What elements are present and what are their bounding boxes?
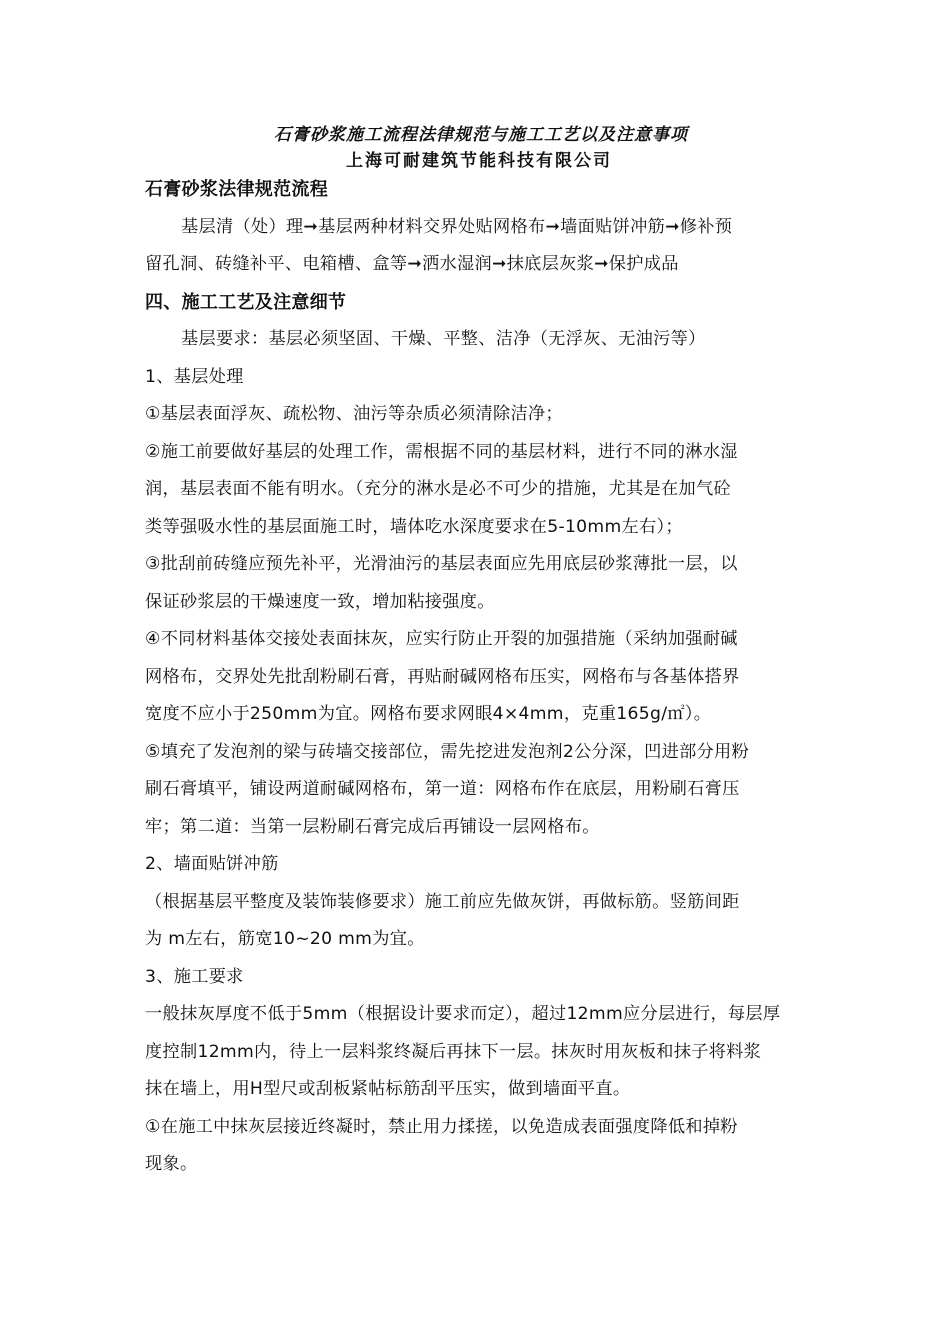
paragraph-line: 抹在墙上，用H型尺或刮板紧帖标筋刮平压实，做到墙面平直。	[145, 1079, 631, 1099]
paragraph-line: 2、墙面贴饼冲筋	[145, 854, 279, 874]
paragraph-line: 为 m左右，筋宽10~20 mm为宜。	[145, 929, 425, 949]
paragraph-line: 类等强吸水性的基层面施工时，墙体吃水深度要求在5-10mm左右）；	[145, 516, 683, 537]
document-title: 石膏砂浆施工流程法律规范与施工工艺以及注意事项	[274, 125, 688, 145]
paragraph-line: 润，基层表面不能有明水。（充分的淋水是必不可少的措施，尤其是在加气砼	[145, 479, 731, 499]
paragraph-line: ①在施工中抹灰层接近终凝时，禁止用力揉搓，以免造成表面强度降低和掉粉	[145, 1116, 738, 1137]
paragraph-line: 基层要求：基层必须坚固、干燥、平整、洁净（无浮灰、无油污等）	[181, 329, 706, 349]
paragraph-line: ①基层表面浮灰、疏松物、油污等杂质必须清除洁净；	[145, 404, 563, 424]
paragraph-line: 1、基层处理	[145, 366, 244, 387]
paragraph-line: ⑤填充了发泡剂的梁与砖墙交接部位，需先挖进发泡剂2公分深，凹进部分用粉	[145, 741, 750, 762]
paragraph-line: 基层清（处）理➞基层两种材料交界处贴网格布➞墙面贴饼冲筋➞修补预	[181, 216, 733, 237]
section-heading: 四、施工工艺及注意细节	[145, 291, 347, 313]
company-name: 上海可耐建筑节能科技有限公司	[346, 151, 612, 171]
paragraph-line: 网格布，交界处先批刮粉刷石膏，再贴耐碱网格布压实，网格布与各基体搭界	[145, 666, 740, 687]
title-block	[0, 122, 950, 174]
paragraph-line: ②施工前要做好基层的处理工作，需根据不同的基层材料，进行不同的淋水湿	[145, 441, 738, 462]
document-body	[145, 171, 805, 1184]
paragraph-line: ④不同材料基体交接处表面抹灰，应实行防止开裂的加强措施（采纳加强耐碱	[145, 629, 738, 649]
paragraph-line: 一般抹灰厚度不低于5mm（根据设计要求而定），超过12mm应分层进行，每层厚	[145, 1004, 781, 1024]
paragraph-line: 保证砂浆层的干燥速度一致，增加粘接强度。	[145, 591, 495, 612]
paragraph-line: ③批刮前砖缝应预先补平，光滑油污的基层表面应先用底层砂浆薄批一层，以	[145, 554, 738, 574]
paragraph-line: 度控制12mm内，待上一层料浆终凝后再抹下一层。抹灰时用灰板和抹子将料浆	[145, 1041, 762, 1062]
paragraph-line: 3、施工要求	[145, 966, 244, 987]
paragraph-line: 宽度不应小于250mm为宜。网格布要求网眼4×4mm，克重165g/㎡）。	[145, 704, 712, 724]
section-heading: 石膏砂浆法律规范流程	[145, 179, 328, 200]
paragraph-line: 牢；第二道：当第一层粉刷石膏完成后再铺设一层网格布。	[145, 816, 600, 837]
paragraph-line: 现象。	[145, 1154, 198, 1174]
paragraph-line: （根据基层平整度及装饰装修要求）施工前应先做灰饼，再做标筋。竖筋间距	[145, 891, 740, 912]
paragraph-line: 刷石膏填平，铺设两道耐碱网格布，第一道：网格布作在底层，用粉刷石膏压	[145, 779, 740, 799]
paragraph-line: 留孔洞、砖缝补平、电箱槽、盒等➞洒水湿润➞抹底层灰浆➞保护成品	[145, 254, 679, 274]
